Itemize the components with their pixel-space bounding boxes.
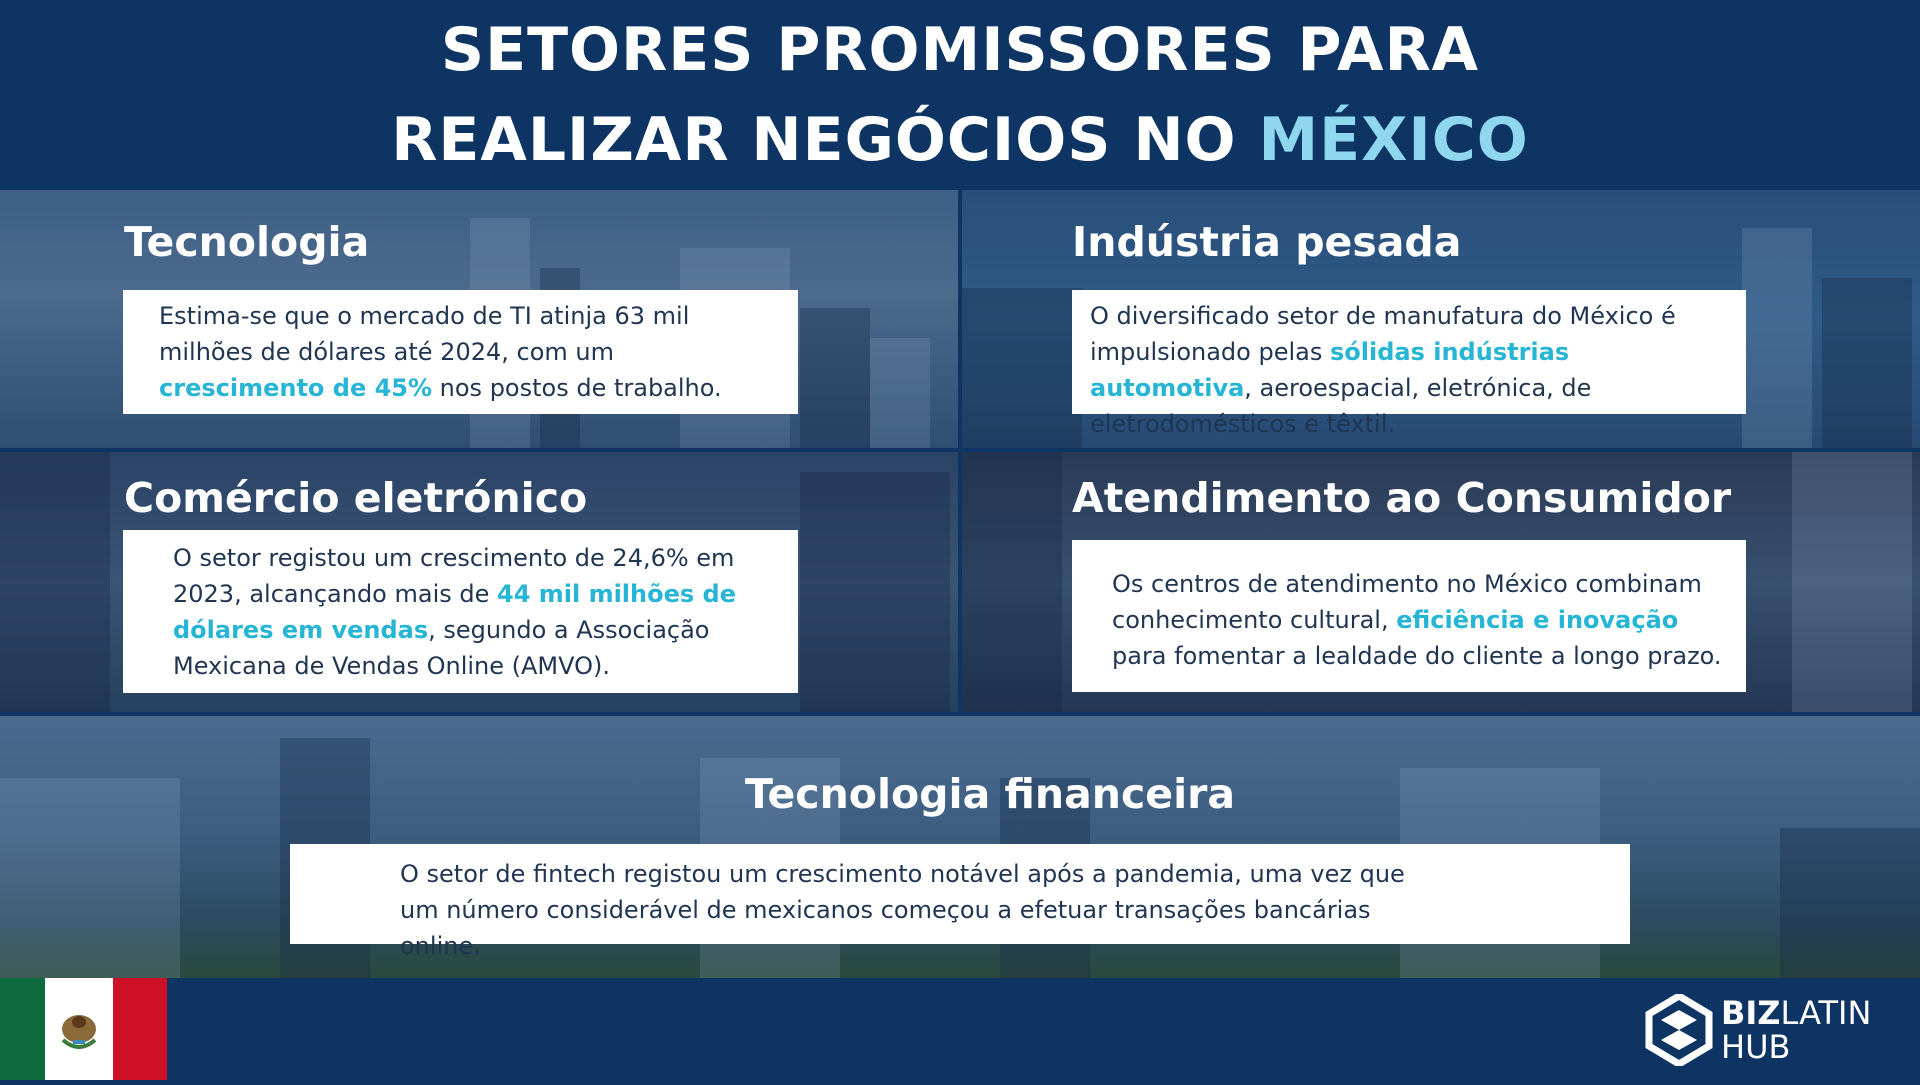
- section-title-fintech: Tecnologia financeira: [744, 770, 1236, 818]
- section-title-atendimento: Atendimento ao Consumidor: [1072, 474, 1732, 522]
- card-fintech: O setor de fintech registou um crescimento notável após a pandemia, uma vez que um número considerável de mexicanos começou a efetuar transações bancárias online.: [290, 844, 1630, 944]
- section-title-industria: Indústria pesada: [1072, 218, 1462, 266]
- card-tecnologia: Estima-se que o mercado de TI atinja 63 mil milhões de dólares até 2024, com um crescimento de 45% nos postos de trabalho.: [123, 290, 798, 414]
- panel-ecommerce: [0, 452, 958, 712]
- panel-fintech: [0, 716, 1920, 978]
- highlight-atendimento: eficiência e inovação: [1396, 606, 1679, 634]
- title-line-2: [391, 95, 1529, 185]
- bizlatin-hub-logo-icon: [1645, 994, 1713, 1066]
- card-industria: O diversificado setor de manufatura do México é impulsionado pelas sólidas indústrias automotiva, aeroespacial, eletrónica, de eletrodomésticos e têxtil.: [1072, 290, 1746, 414]
- footer: [0, 978, 1920, 1080]
- panel-tecnologia: [0, 190, 958, 448]
- highlight-tecnologia: crescimento de 45%: [159, 374, 433, 402]
- highlight-industria: sólidas indústrias automotiva: [1090, 338, 1570, 402]
- card-atendimento: Os centros de atendimento no México combinam conhecimento cultural, eficiência e inovação para fomentar a lealdade do cliente a longo prazo.: [1072, 540, 1746, 692]
- title-prefix: REALIZAR NEGÓCIOS NO: [391, 105, 1259, 175]
- highlight-ecommerce: 44 mil milhões de dólares em vendas: [173, 580, 736, 644]
- title-accent: MÉXICO: [1258, 105, 1529, 175]
- eagle-emblem-icon: [45, 978, 113, 1080]
- page-header: [0, 0, 1920, 190]
- panel-industria: [962, 190, 1920, 448]
- title-line-1: SETORES PROMISSORES PARA: [440, 15, 1480, 85]
- card-ecommerce: O setor registou um crescimento de 24,6% em 2023, alcançando mais de 44 mil milhões de dólares em vendas, segundo a Associação Mexicana de Vendas Online (AMVO).: [123, 530, 798, 693]
- logo-text: BIZLATIN HUB: [1721, 994, 1872, 1066]
- panel-atendimento: [962, 452, 1920, 712]
- section-title-tecnologia: Tecnologia: [124, 218, 370, 266]
- mexico-flag-icon: [0, 978, 167, 1080]
- bizlatin-hub-logo: [1645, 992, 1871, 1068]
- section-title-ecommerce: Comércio eletrónico: [124, 474, 588, 522]
